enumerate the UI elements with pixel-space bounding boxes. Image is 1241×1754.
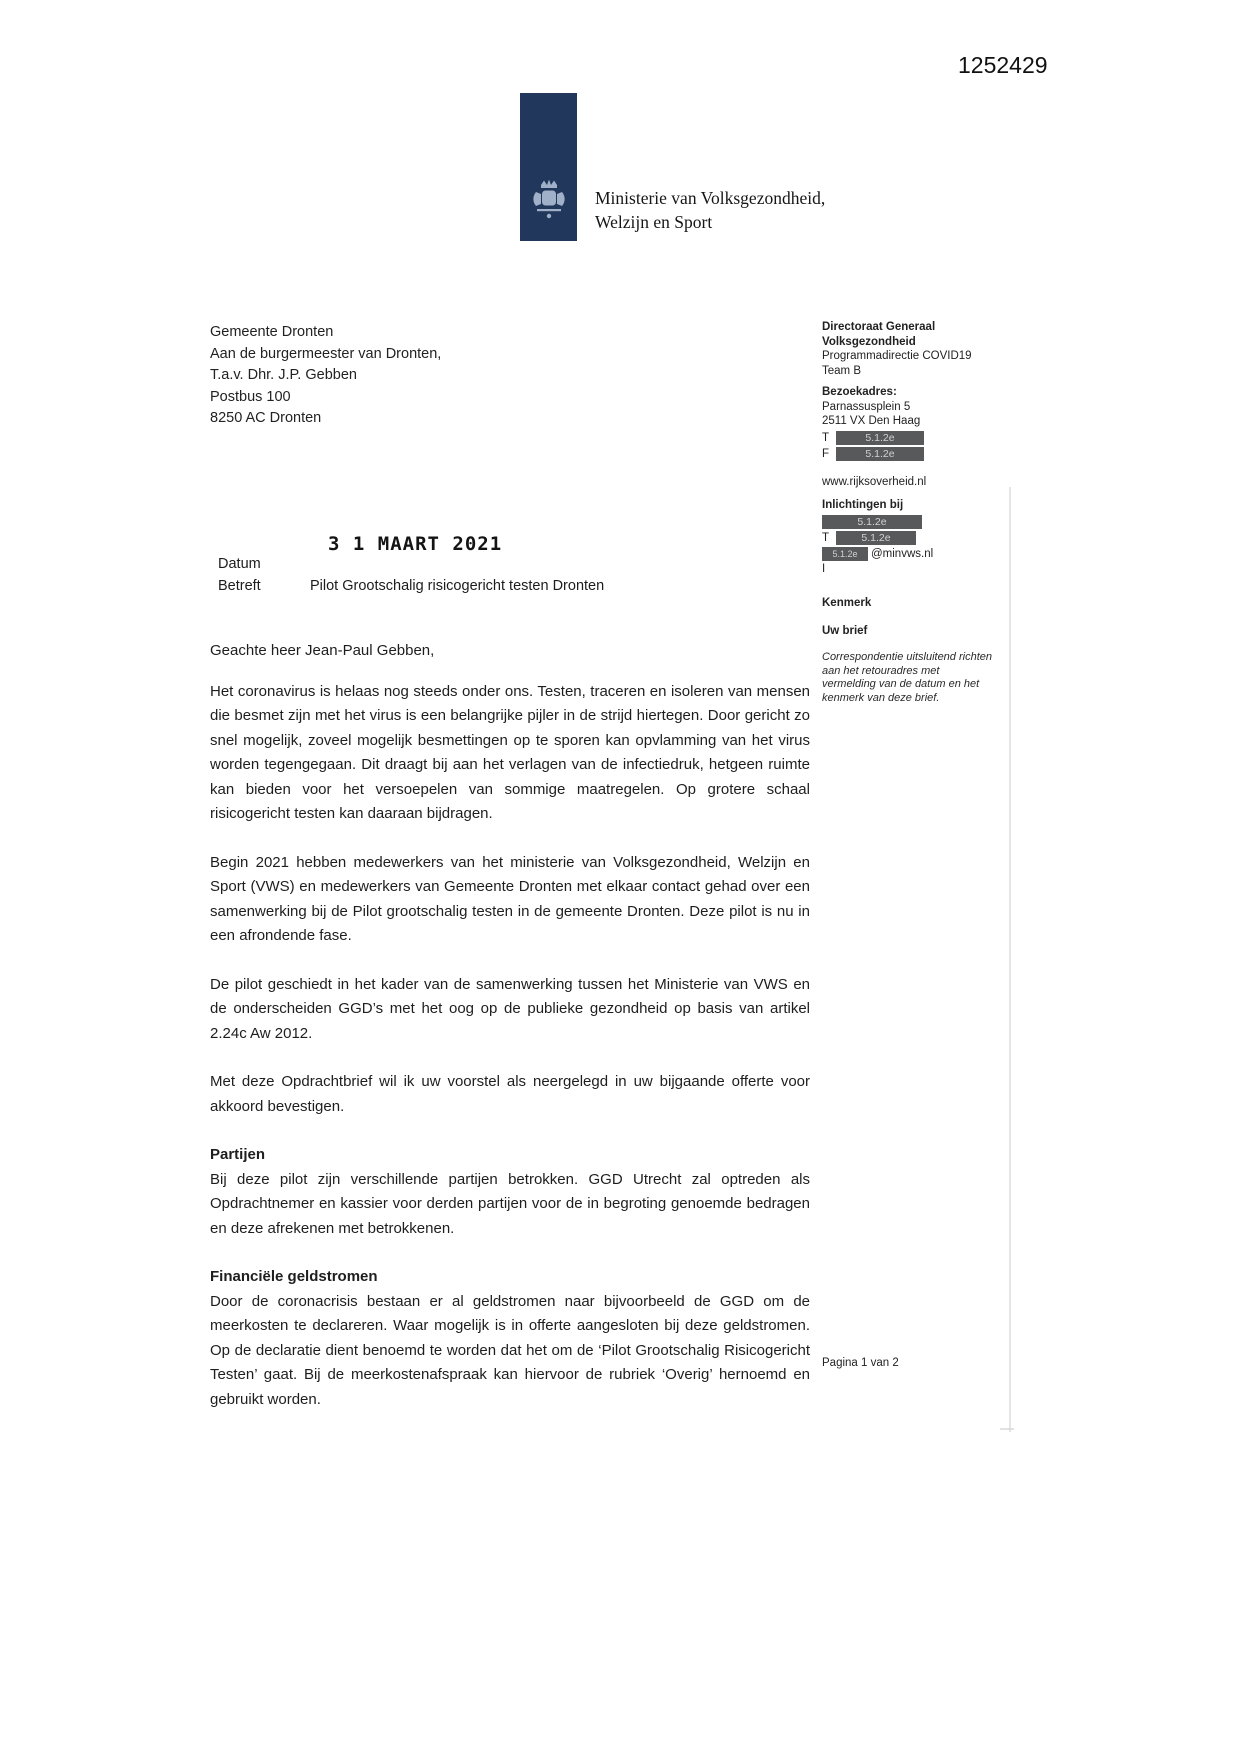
i-label: I [822, 562, 826, 575]
visit-address-line: 2511 VX Den Haag [822, 415, 921, 427]
scan-edge-line [1009, 487, 1011, 1432]
rijksoverheid-logo-banner [520, 93, 577, 241]
paragraph: Bij deze pilot zijn verschillende partijen betrokken. GGD Utrecht zal optreden als Opdrachtnemer en kassier voor derden partijen voor de in begroting genoemde bedragen en deze afrekenen met betrokkenen. [210, 1170, 810, 1237]
recipient-address [210, 322, 441, 430]
phone-label: T [822, 431, 830, 444]
kenmerk-label: Kenmerk [822, 597, 872, 609]
page-number: Pagina 1 van 2 [822, 1357, 899, 1369]
letterhead-sidebar [822, 320, 994, 705]
document-number: 1252429 [958, 52, 1048, 78]
section-heading-partijen: Partijen [210, 1146, 266, 1163]
directorate-line: Volksgezondheid [822, 335, 916, 348]
directorate-line: Directoraat Generaal [822, 321, 936, 333]
fax-row [822, 447, 994, 462]
scan-edge-line [1000, 1428, 1014, 1430]
paragraph: De pilot geschiedt in het kader van de samenwerking tussen het Ministerie van VWS en de onderscheiden GGD’s met het oog op de publieke gezondheid op basis van artikel 2.24c Aw 2012. [210, 975, 810, 1042]
email-suffix: @minvws.nl [871, 548, 934, 560]
betreft-value: Pilot Grootschalig risicogericht testen Dronten [310, 578, 605, 594]
redaction-box: 5.1.2e [822, 515, 922, 529]
coat-of-arms-icon [529, 178, 569, 229]
date-stamp: 3 1 MAART 2021 [328, 533, 503, 555]
paragraph: Begin 2021 hebben medewerkers van het ministerie van Volksgezondheid, Welzijn en Sport (VWS) en medewerkers van Gemeente Dronten met elkaar contact gehad over een samenwerking bij de Pilot grootschalig testen in de gemeente Dronten. Deze pilot is nu in een afrondende fase. [210, 853, 810, 944]
ministry-name-line1: Ministerie van Volksgezondheid, [595, 188, 826, 208]
contact-email-row [822, 547, 994, 562]
ministry-name-line2: Welzijn en Sport [595, 212, 713, 232]
contact-name-row [822, 515, 994, 529]
redaction-box: 5.1.2e [836, 447, 924, 461]
redaction-box: 5.1.2e [836, 431, 924, 445]
paragraph: Met deze Opdrachtbrief wil ik uw voorstel als neergelegd in uw bijgaande offerte voor akkoord bevestigen. [210, 1073, 810, 1115]
correspondence-note: Correspondentie uitsluitend richten aan het retouradres met vermelding van de datum en het kenmerk van deze brief. [822, 651, 992, 704]
address-line: Aan de burgermeester van Dronten, [210, 345, 442, 362]
phone-label: T [822, 531, 830, 544]
ministry-name [595, 186, 825, 234]
address-line: T.a.v. Dhr. J.P. Gebben [210, 367, 357, 383]
address-line: Gemeente Dronten [210, 324, 334, 340]
paragraph: Het coronavirus is helaas nog steeds onder ons. Testen, traceren en isoleren van mensen die besmet zijn met het virus is een belangrijke pijler in de strijd hiertegen. Door gericht zo snel mogelijk, zoveel mogelijk besmettingen op te sporen kan opvlamming van het virus worden tegengegaan. Dit draagt bij aan het verlagen van de infectiedruk, hetgeen ruimte kan bieden voor het versoepelen van sommige maatregelen. Op grotere schaal risicogericht testen kan daaraan bijdragen. [210, 682, 810, 822]
visit-address-label: Bezoekadres: [822, 386, 897, 398]
fax-label: F [822, 448, 830, 460]
section-heading-financien: Financiële geldstromen [210, 1268, 378, 1285]
salutation: Geachte heer Jean-Paul Gebben, [210, 642, 435, 659]
betreft-label: Betreft [218, 578, 261, 594]
address-line: 8250 AC Dronten [210, 410, 322, 426]
contact-label: Inlichtingen bij [822, 499, 904, 511]
contact-phone-row [822, 531, 994, 546]
phone-row [822, 431, 994, 446]
redaction-box: 5.1.2e [836, 531, 916, 545]
address-line: Postbus 100 [210, 388, 291, 405]
letter-body [210, 639, 810, 1436]
uw-brief-label: Uw brief [822, 624, 868, 637]
datum-label: Datum [218, 556, 261, 572]
redaction-box: 5.1.2e [822, 547, 868, 561]
department-line: Programmadirectie COVID19 [822, 350, 972, 362]
paragraph: Door de coronacrisis bestaan er al geldstromen naar bijvoorbeeld de GGD om de meerkosten te declareren. Waar mogelijk is in offerte aangesloten bij deze geldstromen. Op de declaratie dient benoemd te worden dat het om de ‘Pilot Grootschalig Risicogericht Testen’ gaat. Bij de meerkostenafspraak kan hiervoor de rubriek ‘Overig’ hernoemd en gebruikt worden. [210, 1292, 810, 1408]
visit-address-line: Parnassusplein 5 [822, 400, 911, 413]
team-line: Team B [822, 364, 861, 377]
website-link: www.rijksoverheid.nl [822, 475, 927, 488]
